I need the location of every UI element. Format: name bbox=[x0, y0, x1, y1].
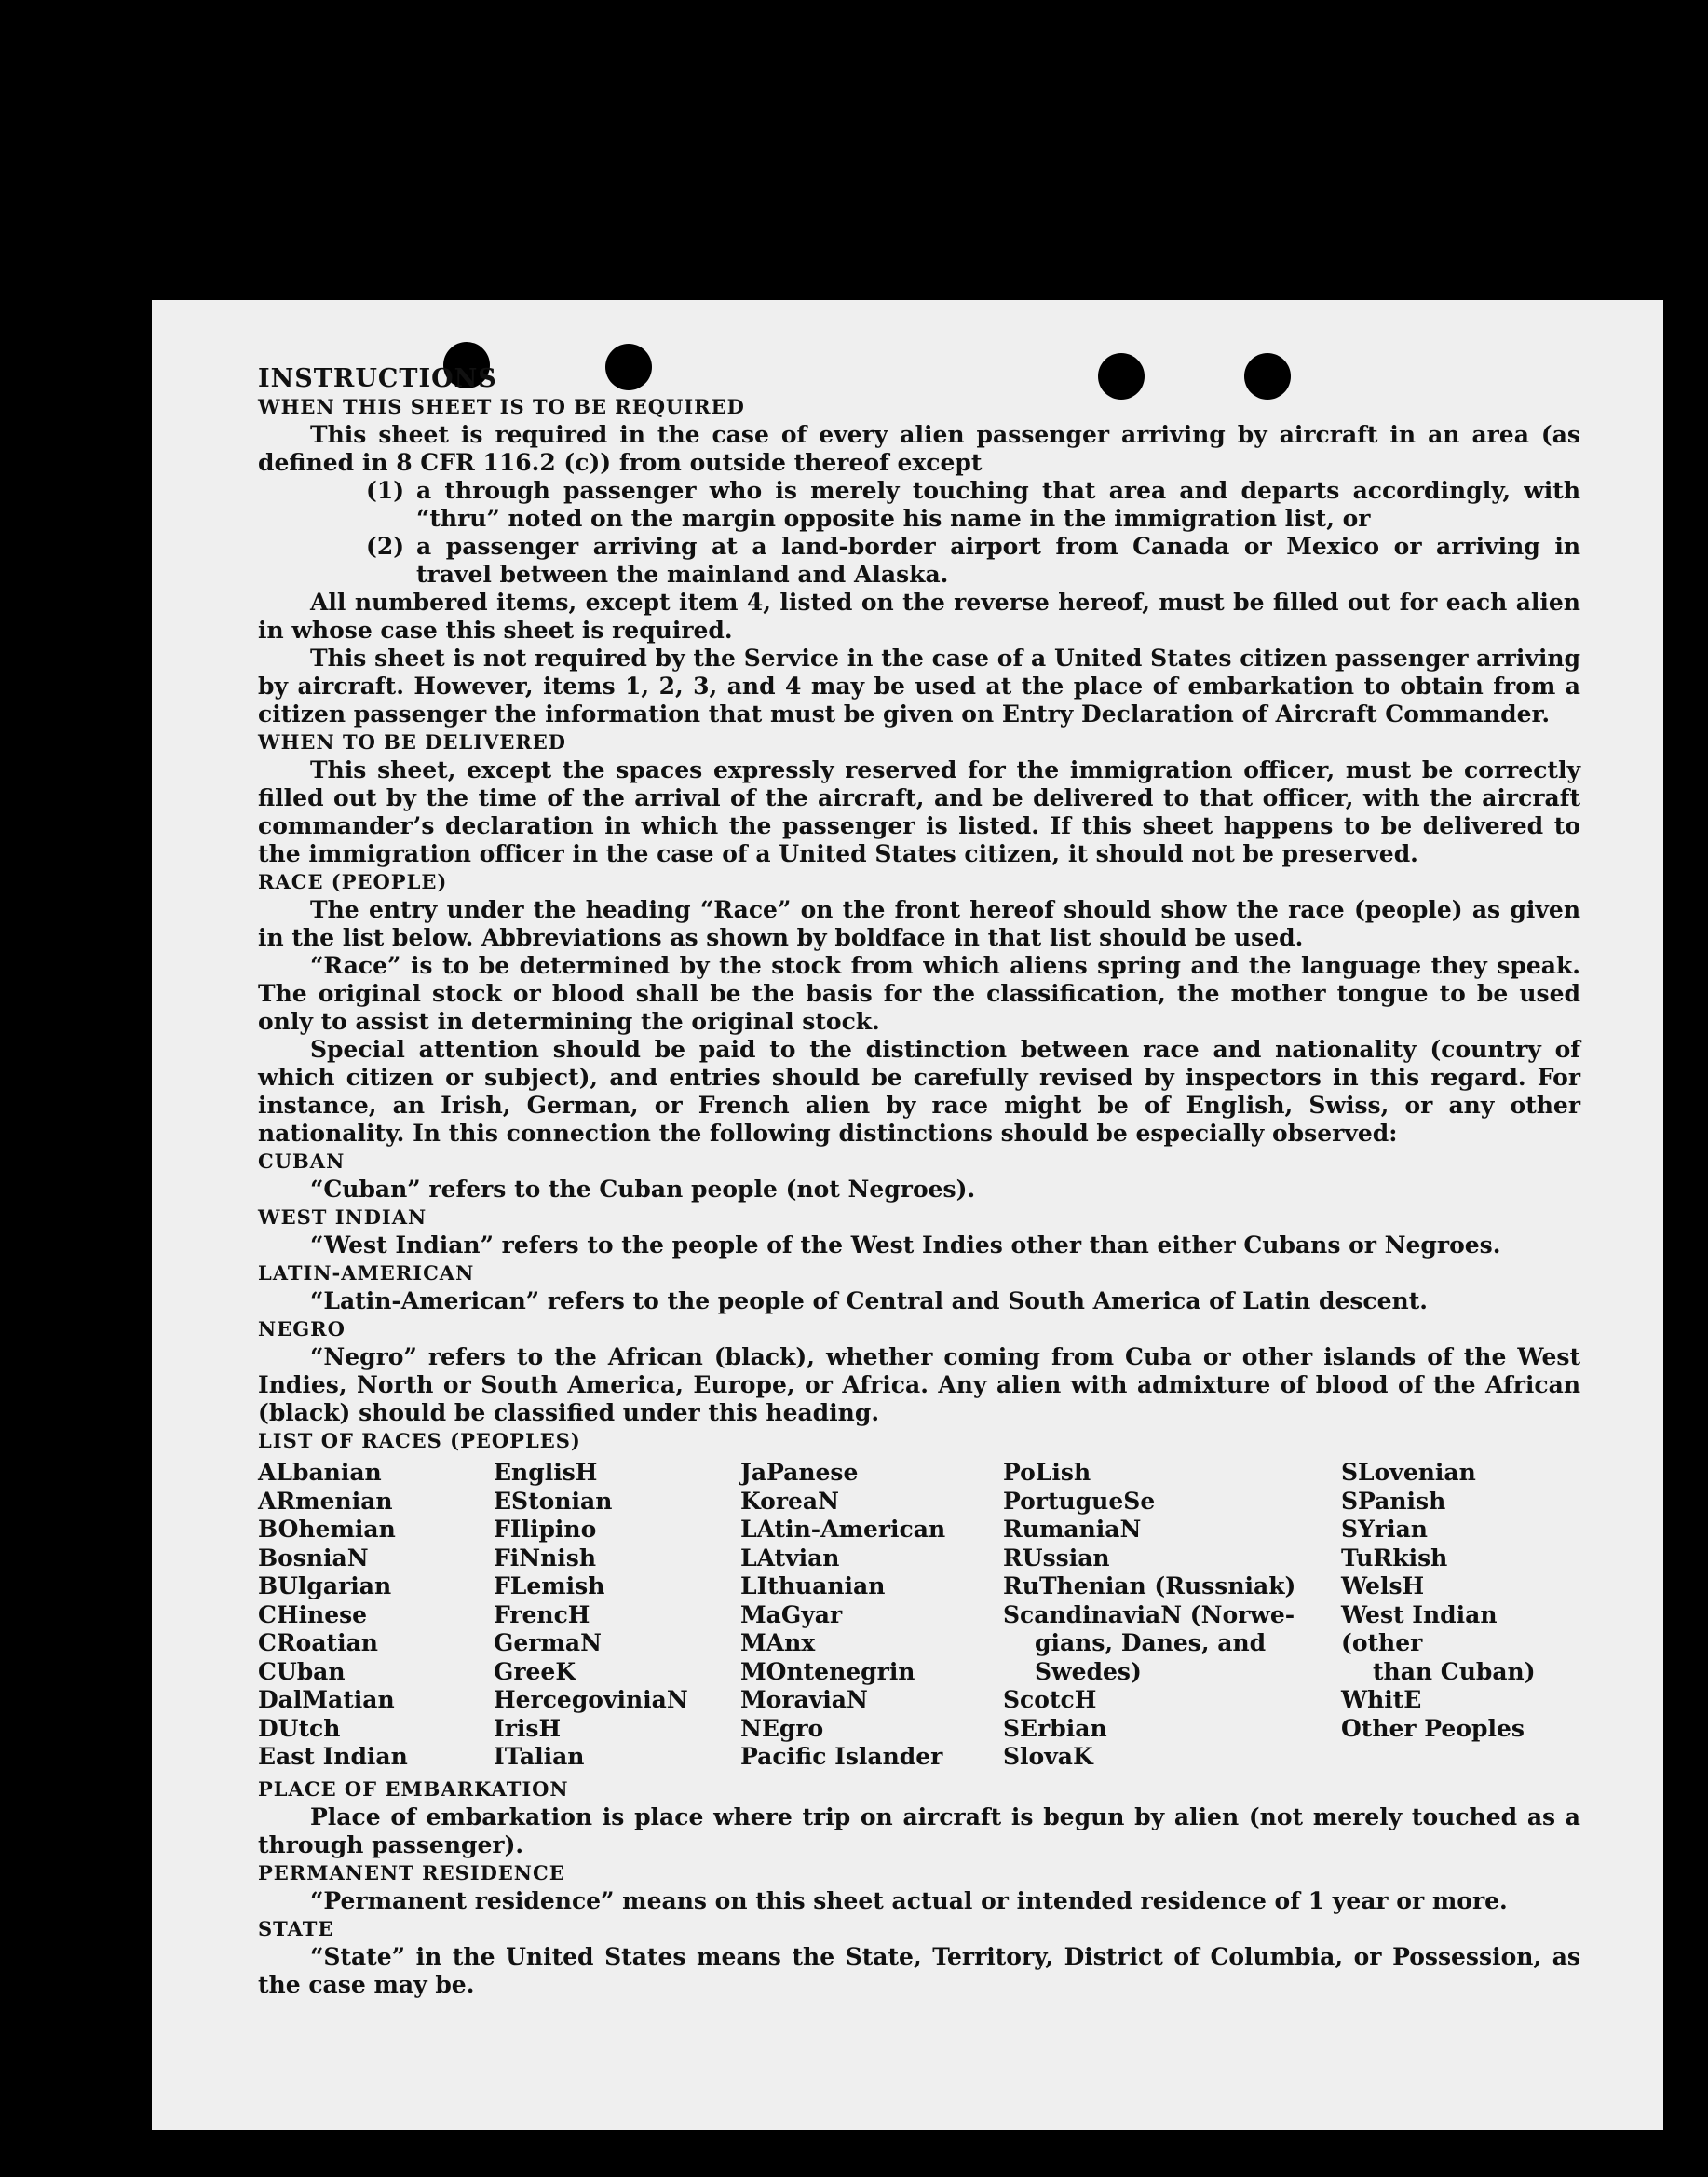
paragraph: All numbered items, except item 4, listed on the reverse hereof, must be filled out for each alien in whose case this sheet is required. bbox=[258, 589, 1580, 644]
race-entry: JaPanese bbox=[740, 1459, 859, 1486]
race-entry: West Indian (other bbox=[1341, 1600, 1498, 1656]
race-entry: East Indian bbox=[258, 1743, 408, 1770]
item-number: (2) bbox=[366, 533, 405, 560]
race-entry: SPanish bbox=[1341, 1487, 1446, 1515]
race-entry: gians, Danes, and bbox=[1035, 1629, 1267, 1656]
race-entry: SYrian bbox=[1341, 1516, 1428, 1543]
paragraph: This sheet is required in the case of every alien passenger arriving by aircraft in an area (as defined in 8 CFR 116.2 (c)) from outside thereof except bbox=[258, 421, 1580, 476]
item-text: a through passenger who is merely touching that area and departs accordingly, with “thru” noted on the margin opposite his name in the immigration list, or bbox=[416, 477, 1580, 532]
heading-negro: NEGRO bbox=[258, 1317, 346, 1340]
race-entry: GreeK bbox=[494, 1657, 576, 1685]
paragraph: “Permanent residence” means on this sheet actual or intended residence of 1 year or more. bbox=[310, 1886, 1508, 1914]
race-entry: LAtvian bbox=[740, 1544, 840, 1572]
paragraph: “West Indian” refers to the people of the West Indies other than either Cubans or Negroes. bbox=[310, 1231, 1501, 1259]
race-entry: Swedes) bbox=[1035, 1657, 1142, 1685]
race-entry: FIlipino bbox=[494, 1516, 597, 1543]
paragraph: “Cuban” refers to the Cuban people (not Negroes). bbox=[310, 1176, 976, 1203]
race-entry: PortugueSe bbox=[1003, 1487, 1156, 1515]
race-entry: RuThenian (Russniak) bbox=[1003, 1572, 1296, 1599]
paragraph: Place of embarkation is place where trip on aircraft is begun by alien (not merely touched as a through passenger). bbox=[258, 1803, 1580, 1858]
race-entry: BUlgarian bbox=[258, 1572, 392, 1599]
race-entry: RUssian bbox=[1003, 1544, 1110, 1572]
race-entry: DUtch bbox=[258, 1714, 341, 1742]
heading-west-indian: WEST INDIAN bbox=[258, 1205, 427, 1229]
heading-race: RACE (PEOPLE) bbox=[258, 870, 448, 893]
race-entry: ScotcH bbox=[1003, 1686, 1097, 1713]
race-entry: IrisH bbox=[494, 1714, 562, 1742]
race-entry: WelsH bbox=[1341, 1572, 1425, 1599]
paragraph: The entry under the heading “Race” on the front hereof should show the race (people) as given in the list below. Abbreviations as shown by boldface in that list should be used. bbox=[258, 896, 1580, 951]
race-entry: Pacific Islander bbox=[740, 1743, 943, 1770]
paragraph: “Negro” refers to the African (black), whether coming from Cuba or other islands of the West Indies, North or South America, Europe, or Africa. Any alien with admixture of blood of the African (black) should be classified under this heading. bbox=[258, 1343, 1580, 1426]
page-title: INSTRUCTIONS bbox=[258, 364, 497, 393]
instructions-text bbox=[258, 365, 1580, 1999]
race-entry: NEgro bbox=[740, 1714, 824, 1742]
race-entry: HercegoviniaN bbox=[494, 1686, 688, 1713]
paragraph: “State” in the United States means the State, Territory, District of Columbia, or Possession, as the case may be. bbox=[258, 1942, 1580, 1998]
heading-latin-american: LATIN-AMERICAN bbox=[258, 1261, 475, 1285]
heading-place-of-embarkation: PLACE OF EMBARKATION bbox=[258, 1776, 569, 1801]
heading-state: STATE bbox=[258, 1916, 334, 1940]
race-entry: FLemish bbox=[494, 1572, 605, 1599]
race-entry: SLovenian bbox=[1341, 1459, 1476, 1486]
race-entry: FiNnish bbox=[494, 1544, 597, 1572]
race-entry: EStonian bbox=[494, 1487, 613, 1515]
paragraph: “Latin-American” refers to the people of Central and South America of Latin descent. bbox=[310, 1287, 1428, 1314]
race-entry: RumaniaN bbox=[1003, 1516, 1142, 1543]
races-column bbox=[1341, 1459, 1580, 1772]
race-entry: CHinese bbox=[258, 1600, 368, 1628]
race-entry: BosniaN bbox=[258, 1544, 369, 1572]
race-entry: Other Peoples bbox=[1341, 1714, 1525, 1742]
race-entry: CRoatian bbox=[258, 1629, 378, 1656]
race-entry: MoraviaN bbox=[740, 1686, 868, 1713]
race-entry: GermaN bbox=[494, 1629, 602, 1656]
race-entry: than Cuban) bbox=[1373, 1657, 1536, 1685]
paragraph: This sheet, except the spaces expressly reserved for the immigration officer, must be correctly filled out by the time of the arrival of the aircraft, and be delivered to that officer, with the aircraft commander’s declaration in which the passenger is listed. If this sheet happens to be delivered to the immigration officer in the case of a United States citizen, it should not be preserved. bbox=[258, 756, 1580, 867]
race-entry: ITalian bbox=[494, 1743, 585, 1770]
races-column bbox=[494, 1459, 740, 1772]
races-list bbox=[258, 1459, 1580, 1772]
race-entry: ScandinaviaN (Norwe- bbox=[1003, 1600, 1295, 1628]
race-entry: MAnx bbox=[740, 1629, 816, 1656]
race-entry: CUban bbox=[258, 1657, 346, 1685]
races-column bbox=[740, 1459, 1003, 1772]
race-entry: SErbian bbox=[1003, 1714, 1107, 1742]
race-entry: KoreaN bbox=[740, 1487, 839, 1515]
list-item bbox=[258, 533, 1580, 589]
heading-list-of-races: LIST OF RACES (PEOPLES) bbox=[258, 1429, 581, 1452]
race-entry: MaGyar bbox=[740, 1600, 843, 1628]
heading-cuban: CUBAN bbox=[258, 1150, 346, 1173]
heading-when-delivered: WHEN TO BE DELIVERED bbox=[258, 730, 567, 754]
race-entry: FrencH bbox=[494, 1600, 590, 1628]
races-column bbox=[258, 1459, 494, 1772]
heading-permanent-residence: PERMANENT RESIDENCE bbox=[258, 1860, 565, 1884]
item-text: a passenger arriving at a land-border airport from Canada or Mexico or arriving in travel between the mainland and Alaska. bbox=[416, 533, 1580, 588]
race-entry: TuRkish bbox=[1341, 1544, 1448, 1572]
race-entry: WhitE bbox=[1341, 1686, 1422, 1713]
race-entry: DalMatian bbox=[258, 1686, 395, 1713]
races-column bbox=[1003, 1459, 1341, 1772]
race-entry: PoLish bbox=[1003, 1459, 1091, 1486]
race-entry: ALbanian bbox=[258, 1459, 382, 1486]
race-entry: MOntenegrin bbox=[740, 1657, 915, 1685]
list-item bbox=[258, 477, 1580, 533]
heading-when-required: WHEN THIS SHEET IS TO BE REQUIRED bbox=[258, 395, 745, 418]
race-entry: LIthuanian bbox=[740, 1572, 886, 1599]
race-entry: EnglisH bbox=[494, 1459, 598, 1486]
race-entry: BOhemian bbox=[258, 1516, 396, 1543]
race-entry: SlovaK bbox=[1003, 1743, 1093, 1770]
paragraph: Special attention should be paid to the distinction between race and nationality (country of which citizen or subject), and entries should be carefully revised by inspectors in this regard. For instance, an Irish, German, or French alien by race might be of English, Swiss, or any other nationality. In this connection the following distinctions should be especially observed: bbox=[258, 1036, 1580, 1147]
paragraph: This sheet is not required by the Service in the case of a United States citizen passenger arriving by aircraft. However, items 1, 2, 3, and 4 may be used at the place of embarkation to obtain from a citizen passenger the information that must be given on Entry Declaration of Aircraft Commander. bbox=[258, 645, 1580, 728]
race-entry: LAtin-American bbox=[740, 1516, 946, 1543]
document-page bbox=[152, 300, 1663, 2130]
paragraph: “Race” is to be determined by the stock from which aliens spring and the language they speak. The original stock or blood shall be the basis for the classification, the mother tongue to be used only to assist in determining the original stock. bbox=[258, 952, 1580, 1035]
race-entry: ARmenian bbox=[258, 1487, 393, 1515]
item-number: (1) bbox=[366, 477, 405, 504]
